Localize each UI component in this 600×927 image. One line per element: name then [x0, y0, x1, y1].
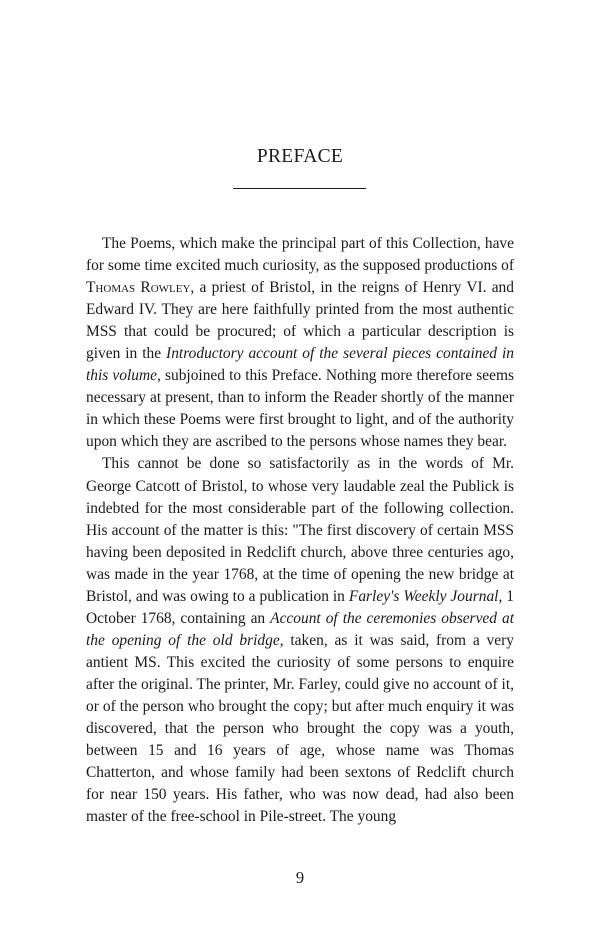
italic-reference: Introductory account of the several pieces contained in this volume [86, 345, 514, 385]
page-title: PREFACE [256, 146, 344, 167]
title-underline [233, 188, 366, 189]
body-text [86, 233, 514, 828]
page-number: 9 [295, 868, 305, 887]
account-title: Account of the ceremonies observed at the opening of the old bridge [86, 609, 514, 649]
paragraph-1-text-b: , a priest of Bristol, in the reigns of Henry VI. and Edward IV. They are here faithfully printed from the most authentic MSS that could be procured; of which a particular description is given in the [86, 279, 514, 363]
paragraph-1 [86, 233, 514, 453]
paragraph-1-text-c: , subjoined to this Preface. Nothing more therefore seems necessary at present, than to inform the Reader shortly of the manner in which these Poems were first brought to light, and of the authority upon which they are ascribed to the persons whose names they bear. [86, 367, 514, 451]
paragraph-2-text-b: , 1 October 1768, containing an [86, 587, 515, 627]
paragraph-2 [86, 453, 514, 828]
paragraph-2-text-c: , taken, as it was said, from a very antient MS. This excited the curiosity of some persons to enquire after the original. The printer, Mr. Farley, could give no account of it, or of the person who brought the copy; but after much enquiry it was discovered, that the person who brought the copy was a youth, between 15 and 16 years of age, whose name was Thomas Chatterton, and whose family had been sextons of Redclift church for near 150 years. His father, who was now dead, had also been master of the free-school in Pile-street. The young [86, 631, 514, 826]
paragraph-1-text-a: The Poems, which make the principal part of this Collection, have for some time excited much curiosity, as the supposed productions of [86, 235, 514, 275]
paragraph-2-text-a: This cannot be done so satisfactorily as in the words of Mr. George Catcott of Bristol, to whose very laudable zeal the Publick is indebted for the most considerable part of the following collection. His account of the matter is this: "The first discovery of certain MSS having been deposited in Redclift church, above three centuries ago, was made in the year 1768, at the time of opening the new bridge at Bristol, and was owing to a publication in [86, 455, 514, 605]
journal-title: Farley's Weekly Journal [348, 587, 499, 605]
author-name: Thomas Rowley [86, 279, 191, 297]
